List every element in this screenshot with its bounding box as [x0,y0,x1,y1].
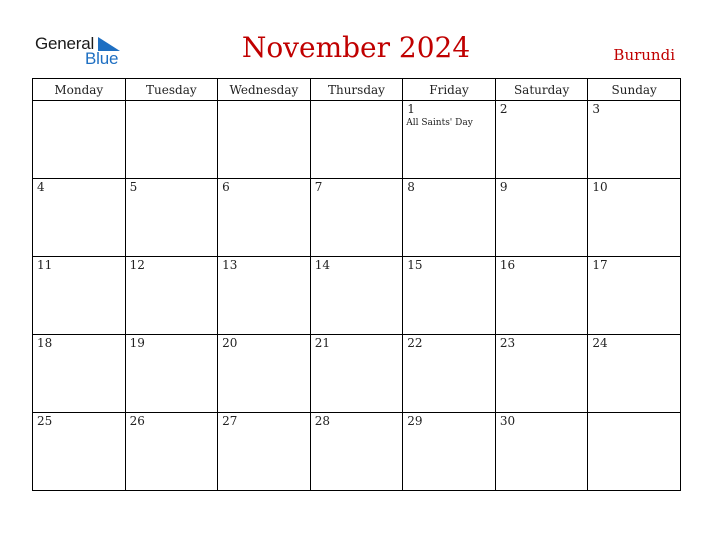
day-number: 8 [407,180,415,194]
day-number: 2 [499,102,508,116]
logo-text-general: General [35,34,95,53]
logo-text-blue: Blue [85,49,119,68]
day-number: 3 [592,102,601,116]
day-cell[interactable] [403,101,496,179]
day-cell[interactable] [588,101,681,179]
day-number: 19 [129,336,145,350]
day-cell[interactable] [495,101,588,179]
day-number: 28 [314,414,330,428]
day-number: 20 [222,336,238,350]
day-number: 26 [129,414,145,428]
day-number: 30 [499,414,516,428]
day-number [218,101,310,102]
day-number [588,413,680,414]
day-number: 16 [499,258,516,272]
day-cell[interactable] [33,257,126,335]
day-number: 14 [314,258,330,272]
day-cell[interactable] [495,413,588,491]
week-row [33,257,681,335]
day-number: 7 [314,180,323,194]
day-number: 12 [129,258,145,272]
day-cell[interactable] [125,257,218,335]
day-cell[interactable] [495,257,588,335]
day-cell[interactable] [495,179,588,257]
day-number: 22 [407,336,423,350]
week-row [33,413,681,491]
day-number [33,101,125,102]
day-cell[interactable] [218,257,311,335]
day-cell[interactable] [125,335,218,413]
day-cell[interactable] [588,335,681,413]
day-cell[interactable] [588,413,681,491]
day-number: 4 [37,180,45,194]
week-row [33,335,681,413]
weekday-header: Monday [33,79,126,101]
weekday-header: Thursday [310,79,403,101]
day-cell[interactable] [310,335,403,413]
weekday-header: Sunday [588,79,681,101]
day-number: 21 [314,336,330,350]
day-cell[interactable] [125,413,218,491]
day-cell[interactable] [218,413,311,491]
day-number [311,101,403,102]
weekday-header: Wednesday [218,79,311,101]
day-number: 24 [592,336,608,350]
holiday-label: All Saints' Day [406,118,473,128]
day-cell[interactable] [33,179,126,257]
country-label: Burundi [613,46,675,64]
day-number: 1 [407,102,415,116]
weekday-header: Saturday [495,79,588,101]
weekday-header-row [33,79,681,101]
day-number: 11 [37,258,53,272]
day-number: 17 [592,258,608,272]
week-row [33,101,681,179]
day-number: 9 [499,180,508,194]
day-number: 15 [407,258,423,272]
day-number: 18 [37,336,53,350]
day-cell[interactable] [403,335,496,413]
page-title: November 2024 [241,31,471,64]
day-cell[interactable] [495,335,588,413]
day-number: 25 [37,414,53,428]
day-number: 27 [222,414,238,428]
day-cell[interactable] [310,413,403,491]
day-cell[interactable] [310,179,403,257]
weekday-header: Friday [403,79,496,101]
day-cell[interactable] [403,413,496,491]
day-number: 10 [592,180,608,194]
day-cell[interactable] [403,179,496,257]
day-cell[interactable] [310,257,403,335]
day-cell[interactable] [588,257,681,335]
weekday-header: Tuesday [125,79,218,101]
day-number: 29 [407,414,423,428]
day-cell[interactable] [218,101,311,179]
day-number [126,101,218,102]
day-number: 5 [129,180,138,194]
day-number: 6 [222,180,230,194]
day-cell[interactable] [33,335,126,413]
day-cell[interactable] [218,335,311,413]
day-cell[interactable] [33,101,126,179]
day-cell[interactable] [588,179,681,257]
day-cell[interactable] [218,179,311,257]
day-number: 23 [499,336,516,350]
day-cell[interactable] [310,101,403,179]
day-cell[interactable] [125,101,218,179]
day-number: 13 [222,258,238,272]
calendar-grid [32,78,681,491]
day-cell[interactable] [403,257,496,335]
day-cell[interactable] [125,179,218,257]
day-cell[interactable] [33,413,126,491]
week-row [33,179,681,257]
